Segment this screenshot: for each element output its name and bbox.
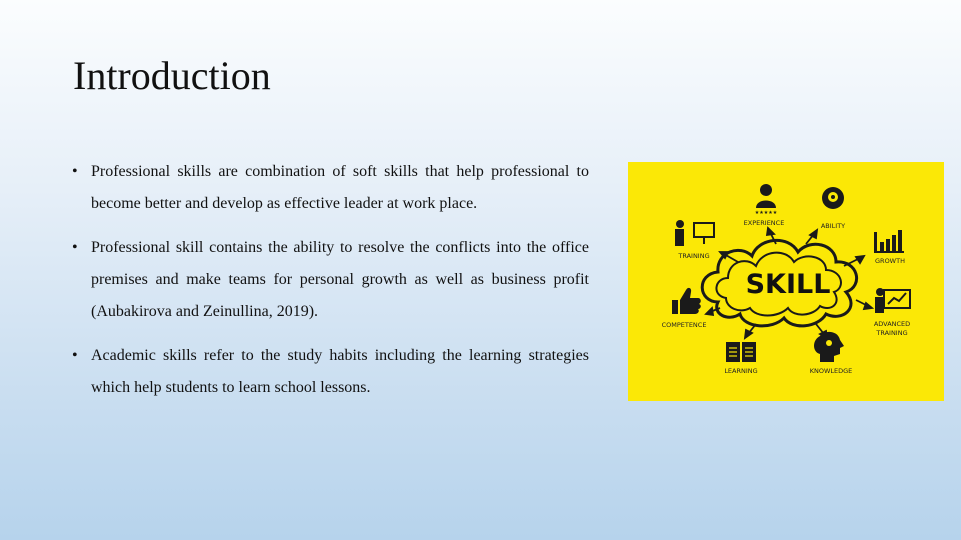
label-training: TRAINING (678, 252, 710, 260)
bullet-item (72, 340, 589, 404)
knowledge-icon (814, 332, 844, 362)
bullet-text: Professional skill contains the ability to resolve the conflicts into the office premises and make teams for personal growth as well as business profit (Aubakirova and Zeinullina, 2019). (91, 239, 589, 320)
label-ability: ABILITY (820, 222, 846, 230)
label-experience: EXPERIENCE (743, 219, 785, 227)
label-knowledge: KNOWLEDGE (809, 367, 853, 375)
skill-diagram-svg (628, 162, 944, 401)
learning-icon (726, 342, 756, 362)
label-competence: COMPETENCE (661, 321, 707, 329)
growth-icon (874, 230, 904, 253)
training-icon (675, 220, 714, 246)
bullet-text: Professional skills are combination of soft skills that help professional to become better and develop as effective leader at work place. (91, 163, 589, 212)
advanced-training-icon (875, 288, 910, 313)
slide-title: Introduction (73, 53, 271, 98)
bullet-dot: • (72, 239, 78, 256)
bullet-list (72, 156, 589, 416)
ability-icon (822, 187, 844, 209)
center-word: SKILL (745, 269, 831, 300)
bullet-item (72, 156, 589, 220)
bullet-dot: • (72, 163, 78, 180)
label-learning: LEARNING (724, 367, 758, 375)
label-advanced-training: TRAINING (876, 329, 908, 337)
skill-diagram-image (628, 162, 944, 401)
bullet-text: Academic skills refer to the study habits including the learning strategies which help students to learn school lessons. (91, 347, 589, 396)
bullet-dot: • (72, 347, 78, 364)
bullet-item (72, 232, 589, 328)
label-advanced: ADVANCED (873, 320, 911, 328)
experience-icon (755, 184, 778, 216)
svg-text:★★★★★: ★★★★★ (754, 210, 778, 216)
label-growth: GROWTH (875, 257, 905, 265)
competence-icon (672, 288, 701, 314)
